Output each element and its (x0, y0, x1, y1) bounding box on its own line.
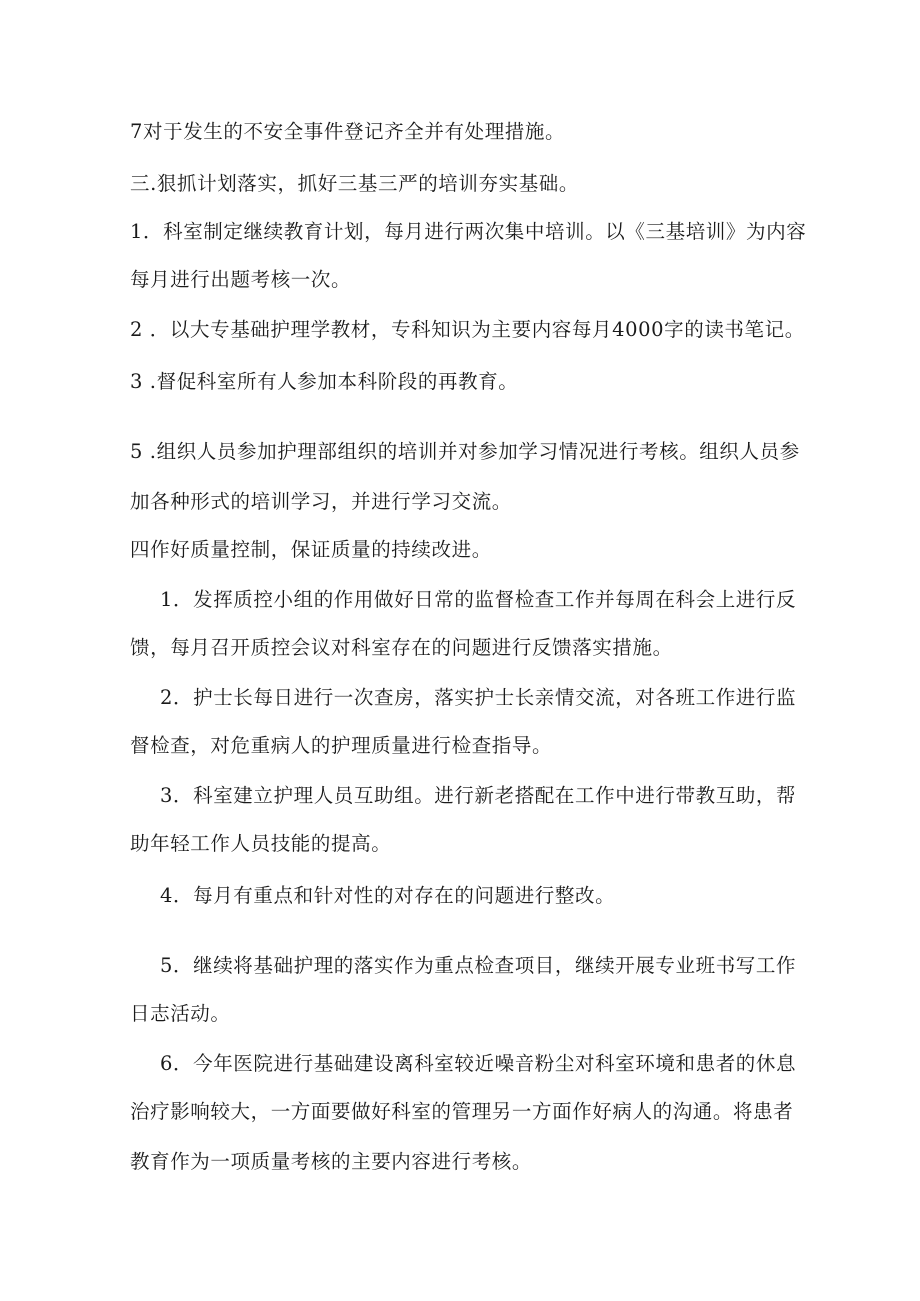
text-line: 助年轻工作人员技能的提高。 (130, 832, 392, 855)
text-line: 3．科室建立护理人员互助组。进行新老搭配在工作中进行带教互助，帮 (160, 784, 797, 807)
text-line: 加各种形式的培训学习，并进行学习交流。 (130, 490, 512, 513)
text-line: 6．今年医院进行基础建设离科室较近噪音粉尘对科室环境和患者的休息 (160, 1052, 797, 1075)
text-line: 3 .督促科室所有人参加本科阶段的再教育。 (130, 370, 519, 393)
section-heading: 四作好质量控制，保证质量的持续改进。 (130, 538, 492, 561)
section-heading: 三.狠抓计划落实，抓好三基三严的培训夯实基础。 (130, 172, 579, 195)
text-line: 5 .组织人员参加护理部组织的培训并对参加学习情况进行考核。组织人员参 (130, 440, 800, 463)
text-line: 1．科室制定继续教育计划，每月进行两次集中培训。以《三基培训》为内容 (130, 220, 807, 243)
text-line: 日志活动。 (130, 1002, 231, 1025)
text-line: 1．发挥质控小组的作用做好日常的监督检查工作并每周在科会上进行反 (160, 588, 797, 611)
text-line: 4．每月有重点和针对性的对存在的问题进行整改。 (160, 884, 616, 907)
text-line: 7对于发生的不安全事件登记齐全并有处理措施。 (130, 120, 566, 143)
text-line: 每月进行出题考核一次。 (130, 268, 352, 291)
text-line: 督检查，对危重病人的护理质量进行检查指导。 (130, 734, 553, 757)
text-line: 2．护士长每日进行一次查房，落实护士长亲情交流，对各班工作进行监 (160, 686, 797, 709)
text-line: 治疗影响较大，一方面要做好科室的管理另一方面作好病人的沟通。将患者 (130, 1100, 794, 1123)
text-line: 教育作为一项质量考核的主要内容进行考核。 (130, 1150, 533, 1173)
text-line: 馈，每月召开质控会议对科室存在的问题进行反馈落实措施。 (130, 636, 673, 659)
text-line: 2 ．以大专基础护理学教材，专科知识为主要内容每月4000字的读书笔记。 (130, 318, 805, 341)
text-line: 5．继续将基础护理的落实作为重点检查项目，继续开展专业班书写工作 (160, 954, 797, 977)
